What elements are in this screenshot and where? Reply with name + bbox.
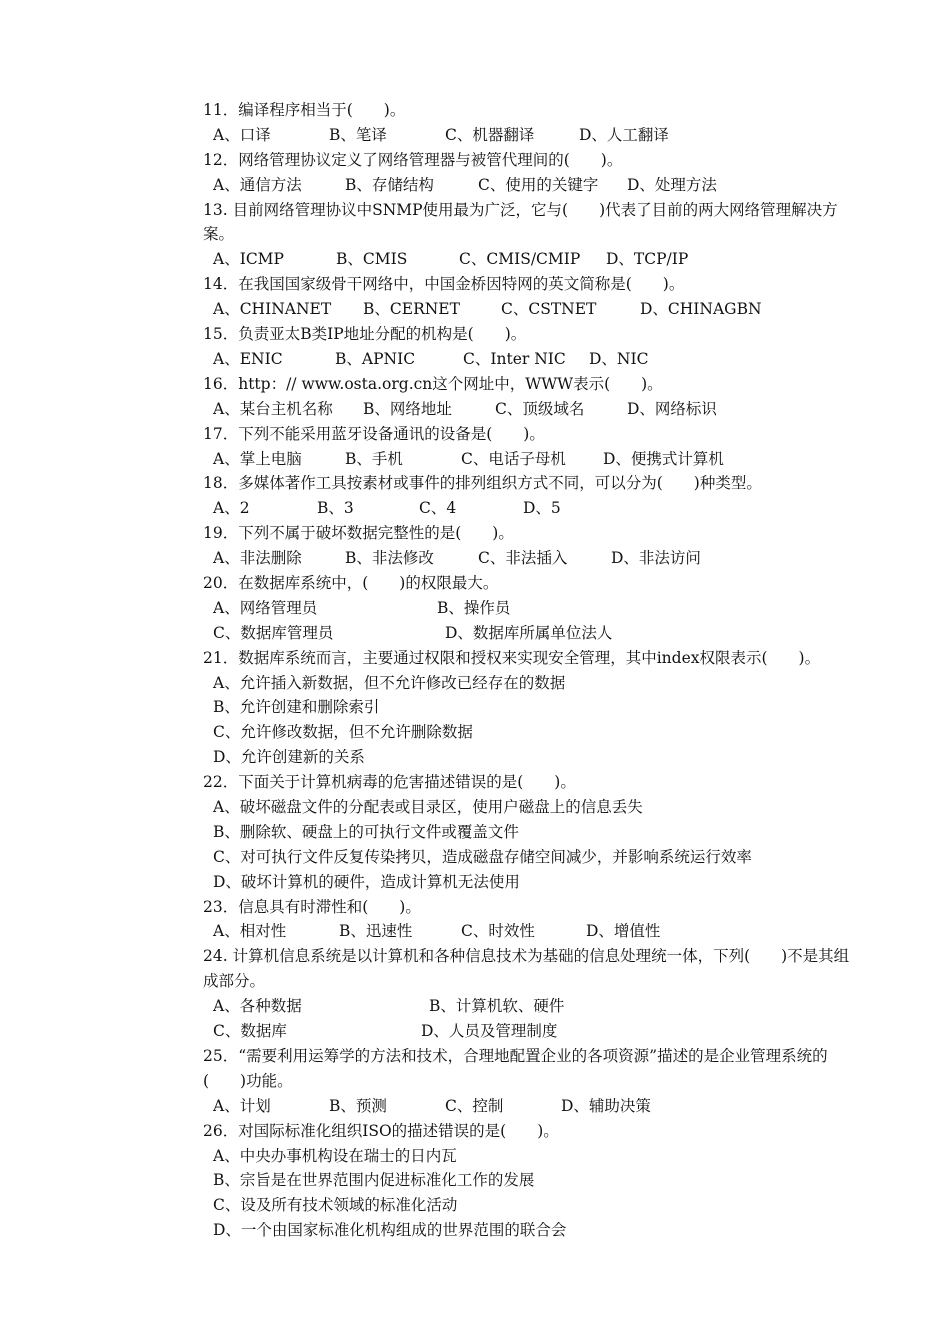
question-stem: 14．在我国国家级骨干网络中，中国金桥因特网的英文简称是( )。 xyxy=(203,275,685,294)
option: A、2 xyxy=(213,499,250,518)
question-stem: 22．下面关于计算机病毒的危害描述错误的是( )。 xyxy=(203,773,576,792)
question-stem: 18．多媒体著作工具按素材或事件的排列组织方式不同，可以分为( )种类型。 xyxy=(203,474,762,493)
option: A、破坏磁盘文件的分配表或目录区，使用户磁盘上的信息丢失 xyxy=(213,797,643,816)
option: A、中央办事机构设在瑞士的日内瓦 xyxy=(213,1146,457,1165)
question-stem: 20．在数据库系统中，( )的权限最大。 xyxy=(203,573,499,592)
question-stem: 21．数据库系统而言，主要通过权限和授权来实现安全管理，其中index权限表示( )。 xyxy=(203,648,821,667)
option: D、破坏计算机的硬件，造成计算机无法使用 xyxy=(213,872,520,891)
option: B、APNIC xyxy=(335,349,416,368)
option: B、存储结构 xyxy=(345,175,434,194)
question-stem: 23．信息具有时滞性和( )。 xyxy=(203,897,421,916)
option-row xyxy=(203,1019,863,1044)
option-row xyxy=(203,1168,863,1193)
option: A、相对性 xyxy=(213,922,287,941)
option: C、数据库 xyxy=(213,1022,287,1041)
option: A、CHINANET xyxy=(213,300,332,319)
question-stem: 11．编译程序相当于( )。 xyxy=(203,101,406,119)
question-stem: 19．下列不属于破坏数据完整性的是( )。 xyxy=(203,524,514,543)
option-row xyxy=(203,496,863,521)
question-stem: 13. 目前网络管理协议中SNMP使用最为广泛，它与( )代表了目前的两大网络管理解决方案。 xyxy=(203,200,838,244)
option-row xyxy=(203,247,863,272)
option: D、5 xyxy=(523,499,561,518)
option-row xyxy=(203,347,863,372)
option-row xyxy=(203,621,863,646)
option: A、网络管理员 xyxy=(213,598,318,617)
option: D、非法访问 xyxy=(611,549,701,568)
option: D、处理方法 xyxy=(627,175,717,194)
option: C、允许修改数据，但不允许删除数据 xyxy=(213,723,473,742)
option-row xyxy=(203,1193,863,1218)
option: C、时效性 xyxy=(461,922,535,941)
option: D、TCP/IP xyxy=(606,250,689,269)
question-stem: 26．对国际标准化组织ISO的描述错误的是( )。 xyxy=(203,1121,559,1140)
option: C、数据库管理员 xyxy=(213,623,334,642)
option-row xyxy=(203,173,863,198)
option: A、各种数据 xyxy=(213,997,302,1016)
option: B、笔译 xyxy=(329,125,387,144)
option-row xyxy=(203,297,863,322)
option: C、Inter NIC xyxy=(463,349,566,368)
option: B、操作员 xyxy=(437,598,511,617)
option: D、增值性 xyxy=(586,922,661,941)
option-row xyxy=(203,845,863,870)
option: D、允许创建新的关系 xyxy=(213,748,365,767)
option-row xyxy=(203,1218,863,1243)
option: C、4 xyxy=(419,499,457,518)
option-row xyxy=(203,870,863,895)
option-row xyxy=(203,447,863,472)
option: B、网络地址 xyxy=(363,399,452,418)
option: C、顶级域名 xyxy=(495,399,585,418)
option-row xyxy=(203,397,863,422)
option-row xyxy=(203,994,863,1019)
option: C、CSTNET xyxy=(501,300,597,319)
option: A、ICMP xyxy=(213,250,284,269)
option: B、非法修改 xyxy=(345,549,434,568)
option-row xyxy=(203,596,863,621)
option-row xyxy=(203,1094,863,1119)
option: D、一个由国家标准化机构组成的世界范围的联合会 xyxy=(213,1221,567,1240)
option: C、使用的关键字 xyxy=(478,175,599,194)
option: C、对可执行文件反复传染拷贝，造成磁盘存储空间减少，并影响系统运行效率 xyxy=(213,847,752,866)
option: D、便携式计算机 xyxy=(603,449,724,468)
option-row xyxy=(203,745,863,770)
option-row xyxy=(203,1144,863,1169)
question-stem: 25．“需要利用运筹学的方法和技术，合理地配置企业的各项资源”描述的是企业管理系统的( )功能。 xyxy=(203,1046,828,1090)
option-row xyxy=(203,795,863,820)
option: B、CERNET xyxy=(363,300,460,319)
option: B、宗旨是在世界范围内促进标准化工作的发展 xyxy=(213,1171,535,1190)
option: D、数据库所属单位法人 xyxy=(445,623,613,642)
option: A、掌上电脑 xyxy=(213,449,302,468)
question-stem: 24. 计算机信息系统是以计算机和各种信息技术为基础的信息处理统一体，下列( )不是其组成部分。 xyxy=(203,947,850,991)
question-stem: 12．网络管理协议定义了网络管理器与被管代理间的( )。 xyxy=(203,150,623,169)
option: B、计算机软、硬件 xyxy=(429,997,565,1016)
option: D、CHINAGBN xyxy=(640,300,762,319)
option: C、CMIS/CMIP xyxy=(459,250,581,269)
question-stem: 17．下列不能采用蓝牙设备通讯的设备是( )。 xyxy=(203,424,545,443)
option: D、辅助决策 xyxy=(561,1096,651,1115)
option: C、设及所有技术领域的标准化活动 xyxy=(213,1196,458,1215)
option: A、允许插入新数据，但不允许修改已经存在的数据 xyxy=(213,673,566,692)
option: B、CMIS xyxy=(336,250,408,269)
option: A、口译 xyxy=(213,125,271,144)
option: A、某台主机名称 xyxy=(213,399,333,418)
option: A、ENIC xyxy=(213,349,283,368)
option-row xyxy=(203,720,863,745)
option: B、删除软、硬盘上的可执行文件或覆盖文件 xyxy=(213,822,519,841)
option: B、3 xyxy=(317,499,354,518)
option-row xyxy=(203,123,863,148)
option: B、手机 xyxy=(345,449,403,468)
option: C、机器翻译 xyxy=(445,125,535,144)
question-stem: 15．负责亚太B类IP地址分配的机构是( )。 xyxy=(203,325,527,344)
option-row xyxy=(203,671,863,696)
option: D、NIC xyxy=(589,349,649,368)
option: D、人工翻译 xyxy=(579,125,669,144)
option: B、允许创建和删除索引 xyxy=(213,698,380,717)
question-stem: 16．http：// www.osta.org.cn这个网址中，WWW表示( )。 xyxy=(203,374,663,393)
option: C、非法插入 xyxy=(478,549,568,568)
option: A、非法删除 xyxy=(213,549,302,568)
option-row xyxy=(203,820,863,845)
option: B、预测 xyxy=(329,1096,387,1115)
option: A、计划 xyxy=(213,1096,271,1115)
option: A、通信方法 xyxy=(213,175,302,194)
option: D、网络标识 xyxy=(627,399,717,418)
option: D、人员及管理制度 xyxy=(421,1022,558,1041)
option-row xyxy=(203,695,863,720)
option-row xyxy=(203,546,863,571)
question-list xyxy=(203,98,863,1243)
option: C、电话子母机 xyxy=(461,449,566,468)
option: B、迅速性 xyxy=(339,922,413,941)
option: C、控制 xyxy=(445,1096,504,1115)
option-row xyxy=(203,919,863,944)
